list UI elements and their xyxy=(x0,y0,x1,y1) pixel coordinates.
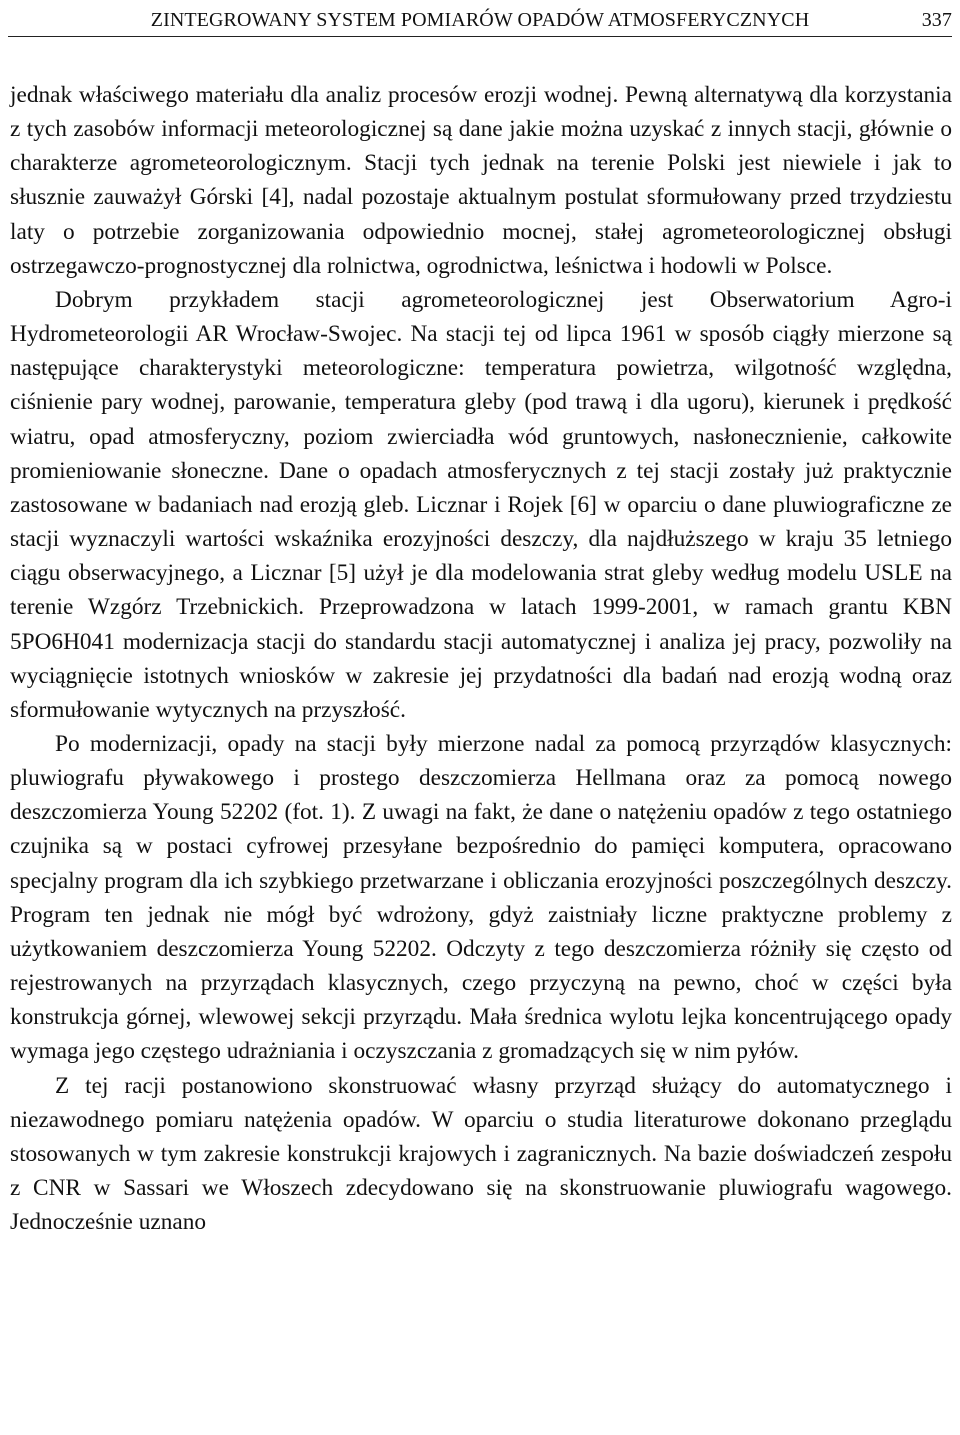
paragraph-observatory: Dobrym przykładem stacji agrometeorologicznej jest Obserwatorium Agro-i Hydrometeorologii AR Wrocław-Swojec. Na stacji tej od lipca 1961 w sposób ciągły mierzone są następujące charakterystyki meteorologiczne: temperatura powietrza, wilgotność względna, ciśnienie pary wodnej, parowanie, temperatura gleby (pod trawą i dla ugoru), kierunek i prędkość wiatru, opad atmosferyczny, poziom zwierciadła wód gruntowych, nasłonecznienie, całkowite promieniowanie słoneczne. Dane o opadach atmosferycznych z tej stacji zostały już praktycznie zastosowane w badaniach nad erozją gleb. Licznar i Rojek [6] w oparciu o dane pluwiograficzne ze stacji wyznaczyli wartości wskaźnika erozyjności deszczy, dla najdłuższego w kraju 35 letniego ciągu obserwacyjnego, a Licznar [5] użył je dla modelowania strat gleby według modelu USLE na terenie Wzgórz Trzebnickich. Przeprowadzona w latach 1999-2001, w ramach grantu KBN 5PO6H041 modernizacja stacji do standardu stacji automatycznej i analiza jej pracy, pozwoliły na wyciągnięcie istotnych wniosków w zakresie jej przydatności dla badań nad erozją wodną oraz sformułowanie wytycznych na przyszłość. xyxy=(10,286,952,723)
paragraph-modernization: Po modernizacji, opady na stacji były mierzone nadal za pomocą przyrządów klasycznych: pluwiografu pływakowego i prostego deszczomierza Hellmana oraz za pomocą nowego deszczomierza Young 52202 (fot. 1). Z uwagi na fakt, że dane o natężeniu opadów z tego ostatniego czujnika są w postaci cyfrowej przesyłane bezpośrednio do pamięci komputera, opracowano specjalny program dla ich szybkiego przetwarzane i obliczania erozyjności poszczególnych deszczy. Program ten jednak nie mógł być wdrożony, gdyż zaistniały liczne praktyczne problemy z użytkowaniem deszczomierza Young 52202. Odczyty z tego deszczomierza różniły się często od rejestrowanych na przyrządach klasycznych, czego przyczyną na pewno, choć w części była konstrukcja górnej, wlewowej sekcji przyrządu. Mała średnica wylotu lejka koncentrującego opady wymaga jego częstego udrażniania i oczyszczania z gromadzących się w nim pyłów. xyxy=(10,730,952,1065)
paragraph-new-device: Z tej racji postanowiono skonstruować własny przyrząd służący do automatycznego i niezawodnego pomiaru natężenia opadów. W oparciu o studia literaturowe dokonano przeglądu stosowanych w tym zakresie konstrukcji krajowych i zagranicznych. Na bazie doświadczeń zespołu z CNR w Sassari we Włoszech zdecydowano się na skonstruowanie pluwiografu wagowego. Jednocześnie uznano xyxy=(10,1072,952,1236)
paragraph-continued: jednak właściwego materiału dla analiz procesów erozji wodnej. Pewną alternatywą dla korzystania z tych zasobów informacji meteorologicznej są dane jakie można uzyskać z innych stacji, głównie o charakterze agrometeorologicznym. Stacji tych jednak na terenie Polski jest niewiele i jak to słusznie zauważył Górski [4], nadal pozostaje aktualnym postulat sformułowany przed trzydziestu laty o potrzebie zorganizowania odpowiednio mocnej, stałej agrometeorologicznej obsługi ostrzegawczo-prognostycznej dla rolnictwa, ogrodnictwa, leśnictwa i hodowli w Polsce. xyxy=(10,82,952,279)
body-text xyxy=(10,78,952,1239)
page-number: 337 xyxy=(921,9,952,31)
running-title: ZINTEGROWANY SYSTEM POMIARÓW OPADÓW ATMOSFERYCZNYCH xyxy=(150,8,810,31)
running-header xyxy=(8,4,952,37)
